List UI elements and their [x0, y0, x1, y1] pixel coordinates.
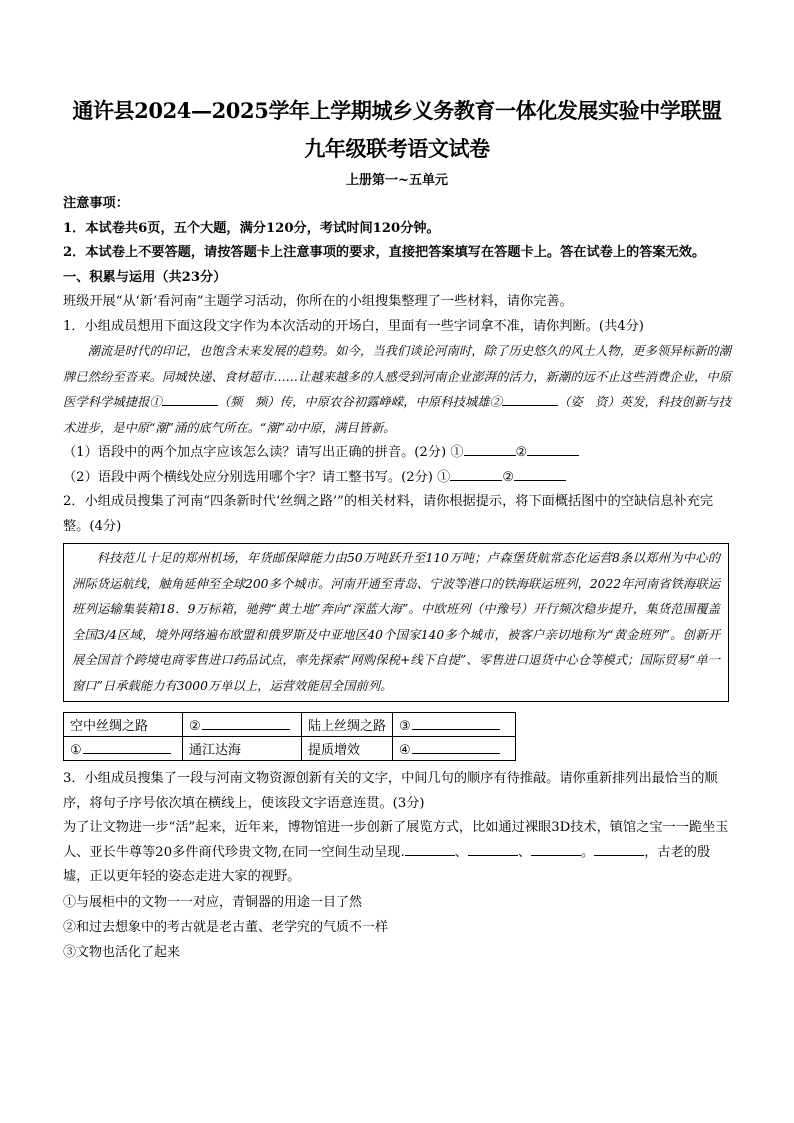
table-cell[interactable]	[64, 737, 183, 761]
section-heading: 一、积累与运用（共23分）	[63, 269, 227, 285]
sub-question-marker: ②	[515, 445, 528, 460]
summary-table	[63, 712, 516, 761]
table-row	[64, 737, 516, 761]
cell-marker: ④	[399, 743, 411, 758]
passage-text-c: （姿 资）英发，科技创新与技术进步，是中原“潮”涌的底气所在。“潮”动中原，满目皆新。	[63, 395, 731, 435]
answer-blank[interactable]	[514, 466, 566, 481]
section-intro: 班级开展“从‘新’看河南”主题学习活动，你所在的小组搜集整理了一些材料，请你完善。	[63, 294, 573, 309]
passage-text-a: 为了让文物进一步“活”起来，近年来，博物馆进一步创新了展览方式，比如通过裸眼3D技术，镇馆之宝一一跪坐玉人、亚长牛尊等20多件商代珍贵文物,在同一空间生动呈现.	[63, 820, 729, 860]
question-1-passage	[63, 339, 731, 441]
table-cell: 通江达海	[183, 737, 302, 761]
sub-question-text: （2）语段中两个横线处应分别选用哪个字？请工整书写。(2分) ①	[63, 469, 451, 485]
table-cell: 提质增效	[302, 737, 393, 761]
table-cell[interactable]	[183, 713, 302, 737]
sub-question-text: （1）语段中的两个加点字应该怎么读？请写出正确的拼音。(2分) ①	[63, 445, 464, 460]
question-3-prompt: 3．小组成员搜集了一段与河南文物资源创新有关的文字，中间几句的顺序有待推敲。请你重新排列出最恰当的顺序，将句子序号依次填在横线上，使该段文字语意连贯。(3分)	[63, 771, 718, 811]
table-cell[interactable]	[393, 713, 516, 737]
answer-blank[interactable]	[531, 841, 581, 856]
exam-page	[63, 92, 731, 965]
cell-marker: ②	[189, 719, 201, 734]
answer-blank[interactable]	[83, 739, 171, 754]
passage-text-b: （频 频）传，中原农谷初露峥嵘，中原科技城雄②	[217, 395, 503, 409]
punctuation: ，	[644, 844, 658, 860]
table-cell: 空中丝绸之路	[64, 713, 183, 737]
passage-text-b: 古老的殷墟，正以更年轻的姿态走进大家的视野。	[63, 844, 711, 884]
option-1: ①与展柜中的文物一一对应，青铜器的用途一目了然	[63, 894, 363, 910]
answer-blank[interactable]	[412, 715, 500, 730]
passage-text-a: 潮流是时代的印记，也饱含未来发展的趋势。如今，当我们谈论河南时，除了历史悠久的风土人物，更多领异标新的潮牌已然纷至沓来。同城快递、食材超市……让越来越多的人感受到河南企业澎湃的活力，新潮的远不止这些消费企业，中原医学科学城捷报①	[63, 344, 731, 409]
sub-question-marker: ②	[502, 469, 515, 485]
punctuation: 、	[517, 844, 532, 860]
table-cell[interactable]	[393, 737, 516, 761]
option-3: ③文物也活化了起来	[63, 944, 181, 960]
question-3-passage	[63, 816, 731, 890]
option-2: ②和过去想象中的考古就是老古董、老学究的气质不一样	[63, 919, 389, 935]
punctuation: 、	[454, 844, 468, 860]
notice-heading: 注意事项：	[63, 196, 129, 211]
answer-blank[interactable]	[527, 441, 579, 456]
exam-title-line2: 九年级联考语文试卷	[304, 136, 490, 161]
answer-blank[interactable]	[162, 391, 218, 406]
cell-marker: ①	[70, 743, 82, 758]
answer-blank[interactable]	[450, 466, 502, 481]
question-2-prompt: 2．小组成员搜集了河南“四条新时代‘丝绸之路’”的相关材料，请你根据提示，将下面概括图中的空缺信息补充完整。(4分)	[63, 494, 714, 534]
question-1-sub-1	[63, 441, 731, 466]
punctuation: 。	[581, 844, 595, 860]
answer-blank[interactable]	[412, 739, 500, 754]
table-cell: 陆上丝绸之路	[302, 713, 393, 737]
notice-item-2: 2．本试卷上不要答题，请按答题卡上注意事项的要求，直接把答案填写在答题卡上。答在试卷上的答案无效。	[63, 245, 706, 260]
answer-blank[interactable]	[464, 441, 516, 456]
cell-marker: ③	[399, 719, 411, 734]
answer-blank[interactable]	[405, 841, 455, 856]
answer-blank[interactable]	[502, 391, 558, 406]
question-1-prompt: 1．小组成员想用下面这段文字作为本次活动的开场白，里面有一些字词拿不准，请你判断。(共4分)	[63, 318, 644, 334]
question-2-material-box	[63, 543, 729, 702]
exam-title-line1: 通许县2024—2025学年上学期城乡义务教育一体化发展实验中学联盟	[72, 98, 722, 123]
table-row	[64, 713, 516, 737]
material-text: 科技范儿十足的郑州机场，年货邮保障能力由50万吨跃升至110万吨；卢森堡货航常态化运营8条以郑州为中心的洲际货运航线，触角延伸至全球200多个城市。河南开通至青岛、宁波等港口的铁海联运班列，2022年河南省铁海联运班列运输集装箱18．9万标箱，驰骋“黄土地”奔向“深蓝大海”。中欧班列（中豫号）开行频次稳步提升，集货范围覆盖全国3/4区域，境外网络遍布欧盟和俄罗斯及中亚地区40个国家140多个城市，被客户亲切地称为“黄金班列”。创新开展全国首个跨境电商零售进口药品试点，率先探索“网购保税+线下自提”、零售进口退货中心仓等模式；国际贸易“单一窗口”日承载能力有3000万单以上，运营效能居全国前列。	[72, 551, 720, 693]
exam-scope: 上册第一~五单元	[346, 173, 448, 188]
question-1-sub-2	[63, 466, 731, 491]
answer-blank[interactable]	[468, 841, 518, 856]
answer-blank[interactable]	[202, 715, 290, 730]
answer-blank[interactable]	[594, 841, 644, 856]
notice-item-1: 1．本试卷共6页，五个大题，满分120分，考试时间120分钟。	[63, 220, 440, 236]
